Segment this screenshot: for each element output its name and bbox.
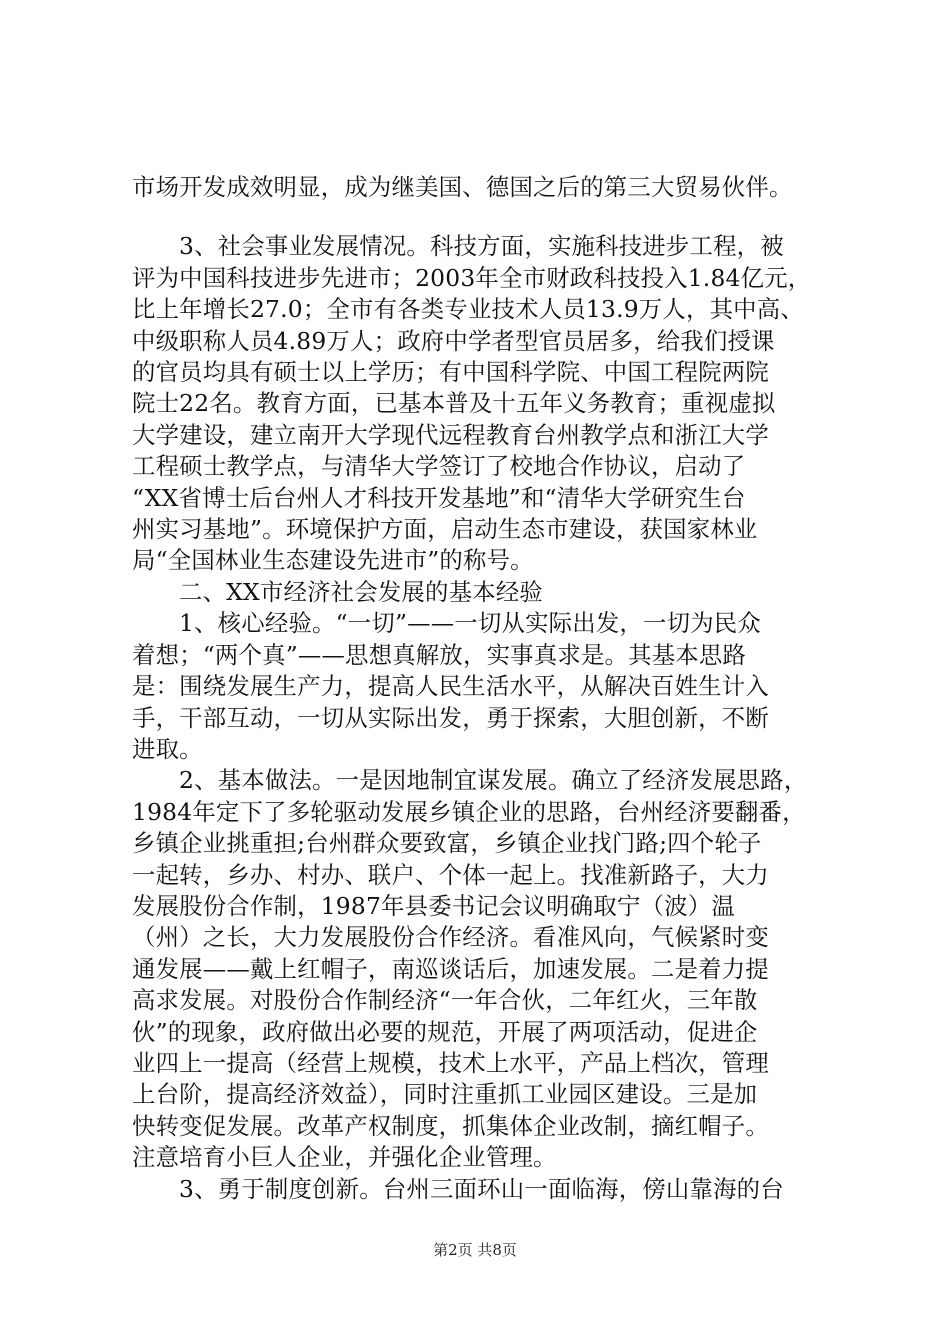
paragraph-gap [132, 203, 832, 231]
text-line: 院士22名。教育方面，已基本普及十五年义务教育；重视虚拟 [132, 389, 776, 418]
text-line: “XX省博士后台州人才科技开发基地”和“清华大学研究生台 [132, 483, 746, 512]
paragraph-intro-tail [132, 172, 832, 203]
text-line: 的官员均具有硕士以上学历；有中国科学院、中国工程院两院 [132, 358, 769, 387]
text-line: 着想；“两个真”——思想真解放，实事真求是。其基本思路 [132, 640, 747, 669]
text-line: 中级职称人员4.89万人；政府中学者型官员居多，给我们授课 [132, 326, 775, 355]
text-line: 3、勇于制度创新。台州三面环山一面临海，傍山靠海的台 [179, 1174, 784, 1203]
text-line: 3、社会事业发展情况。科技方面，实施科技进步工程，被 [179, 232, 784, 261]
text-line: 乡镇企业挑重担;台州群众要致富，乡镇企业找门路;四个轮子 [132, 829, 762, 858]
document-body [132, 172, 832, 1205]
text-line: 大学建设，建立南开大学现代远程教育台州教学点和浙江大学 [132, 420, 769, 449]
section-heading [132, 577, 832, 608]
text-line: 高求发展。对股份合作制经济“一年合伙，二年红火，三年散 [132, 986, 758, 1015]
paragraph-institutional-innovation [132, 1174, 832, 1205]
text-line: 州实习基地”。环境保护方面，启动生态市建设，获国家林业 [132, 515, 758, 544]
text-line: 一起转，乡办、村办、联户、个体一起上。找准新路子，大力 [132, 860, 769, 889]
paragraph-core-experience [132, 608, 832, 765]
text-line: 业四上一提高（经营上规模，技术上水平，产品上档次，管理 [132, 1048, 769, 1077]
paragraph-basic-practice [132, 765, 832, 1173]
text-line: 二、XX市经济社会发展的基本经验 [179, 577, 543, 606]
text-line: 是：围绕发展生产力，提高人民生活水平，从解决百姓生计入 [132, 672, 769, 701]
text-line: 注意培育小巨人企业，并强化企业管理。 [132, 1143, 557, 1172]
text-line: 通发展——戴上红帽子，南巡谈话后，加速发展。二是着力提 [132, 954, 769, 983]
text-line: 2、基本做法。一是因地制宜谋发展。确立了经济发展思路， [179, 766, 808, 795]
paragraph-social-affairs [132, 231, 832, 576]
text-line: （州）之长，大力发展股份合作经济。看准风向，气候紧时变 [132, 923, 769, 952]
text-line: 发展股份合作制，1987年县委书记会议明确取宁（波）温 [132, 891, 735, 920]
text-line: 工程硕士教学点，与清华大学签订了校地合作协议，启动了 [132, 452, 746, 481]
text-line: 1984年定下了多轮驱动发展乡镇企业的思路，台州经济要翻番， [132, 797, 806, 826]
text-line: 市场开发成效明显，成为继美国、德国之后的第三大贸易伙伴。 [132, 173, 793, 201]
page-number-label: 第2页 共8页 [433, 1241, 517, 1259]
text-line: 1、核心经验。“一切”——一切从实际出发，一切为民众 [179, 609, 761, 638]
text-line: 进取。 [132, 734, 203, 763]
text-line: 快转变促发展。改革产权制度，抓集体企业改制，摘红帽子。 [132, 1111, 769, 1140]
text-line: 上台阶，提高经济效益），同时注重抓工业园区建设。三是加 [132, 1080, 758, 1109]
text-line: 局“全国林业生态建设先进市”的称号。 [132, 546, 534, 575]
page-footer [0, 1240, 950, 1260]
text-line: 比上年增长27.0；全市有各类专业技术人员13.9万人，其中高、 [132, 295, 804, 324]
text-line: 评为中国科技进步先进市；2003年全市财政科技投入1.84亿元， [132, 263, 812, 292]
text-line: 伙”的现象，政府做出必要的规范，开展了两项活动，促进企 [132, 1017, 758, 1046]
text-line: 手，干部互动，一切从实际出发，勇于探索，大胆创新，不断 [132, 703, 769, 732]
